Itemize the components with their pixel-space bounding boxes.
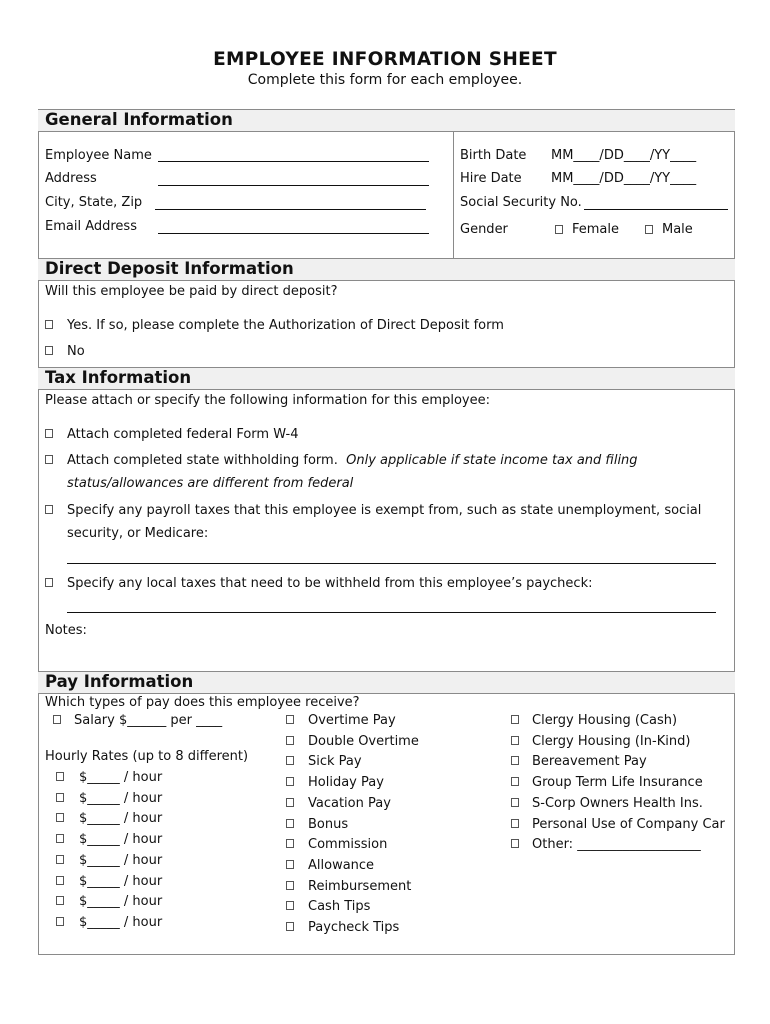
pay-allowance-label: Allowance <box>308 857 375 873</box>
pay-overtime-pay-checkbox[interactable] <box>286 715 294 724</box>
pay-double-overtime-checkbox[interactable] <box>286 736 294 745</box>
pay-sick-pay-checkbox[interactable] <box>286 756 294 765</box>
pay-other-checkbox[interactable] <box>511 839 519 848</box>
exempt-taxes-label: Specify any payroll taxes that this employee is exempt from, such as state unemployment, social <box>67 503 702 518</box>
hourly-rate-4-label: $_____ / hour <box>79 832 163 848</box>
pay-cash-tips-checkbox[interactable] <box>286 901 294 910</box>
tax-intro: Please attach or specify the following information for this employee: <box>45 393 490 408</box>
hourly-rate-1-label: $_____ / hour <box>79 770 163 785</box>
hourly-rate-7-label: $_____ / hour <box>79 894 163 910</box>
deposit-yes-checkbox[interactable] <box>45 320 53 329</box>
hourly-rates-title: Hourly Rates (up to 8 different) <box>45 749 249 764</box>
salary-checkbox[interactable] <box>53 715 61 724</box>
w4-checkbox[interactable] <box>45 429 53 438</box>
hourly-rate-8-checkbox[interactable] <box>56 917 64 926</box>
pay-bonus-label: Bonus <box>308 816 349 832</box>
state-form-checkbox[interactable] <box>45 455 53 464</box>
email-field[interactable] <box>158 233 429 234</box>
pay-reimbursement-checkbox[interactable] <box>286 881 294 890</box>
pay-vacation-pay-label: Vacation Pay <box>308 795 391 811</box>
hire-date-field[interactable]: MM____/DD____/YY____ <box>551 171 697 186</box>
pay-clergy-housing-cash--checkbox[interactable] <box>511 715 519 724</box>
state-form-label: Attach completed state withholding form. Only applicable if state income tax and filing <box>67 453 638 468</box>
ssn-label: Social Security No. <box>460 195 582 210</box>
address-label: Address <box>45 171 97 186</box>
pay-bonus-checkbox[interactable] <box>286 819 294 828</box>
pay-heading: Pay Information <box>45 672 194 691</box>
local-taxes-checkbox[interactable] <box>45 578 53 587</box>
pay-commission-checkbox[interactable] <box>286 839 294 848</box>
pay-reimbursement-label: Reimbursement <box>308 878 412 894</box>
deposit-no-checkbox[interactable] <box>45 346 53 355</box>
exempt-taxes-label-cont: security, or Medicare: <box>67 526 209 541</box>
pay-other-label: Other: ___________________ <box>532 837 701 853</box>
pay-s-corp-owners-health-ins--checkbox[interactable] <box>511 798 519 807</box>
tax-section-header <box>38 367 735 390</box>
pay-section-header <box>38 671 735 694</box>
state-form-note: Only applicable if state income tax and filing <box>346 453 638 468</box>
employee-name-label: Employee Name <box>45 148 152 163</box>
deposit-yes-label: Yes. If so, please complete the Authorization of Direct Deposit form <box>67 318 504 333</box>
ssn-field[interactable] <box>584 209 728 210</box>
pay-clergy-housing-in-kind--label: Clergy Housing (In-Kind) <box>532 733 691 749</box>
male-checkbox[interactable] <box>645 225 653 234</box>
local-taxes-label: Specify any local taxes that need to be withheld from this employee’s paycheck: <box>67 576 593 591</box>
state-form-note-cont: status/allowances are different from federal <box>67 476 354 491</box>
hourly-rate-2-label: $_____ / hour <box>79 790 163 806</box>
deposit-heading: Direct Deposit Information <box>45 259 294 278</box>
hourly-rate-2-checkbox[interactable] <box>56 793 64 802</box>
pay-holiday-pay-checkbox[interactable] <box>286 777 294 786</box>
exempt-taxes-checkbox[interactable] <box>45 505 53 514</box>
hourly-rate-1-checkbox[interactable] <box>56 772 64 781</box>
pay-bereavement-pay-label: Bereavement Pay <box>532 754 647 770</box>
pay-vacation-pay-checkbox[interactable] <box>286 798 294 807</box>
hourly-rate-5-label: $_____ / hour <box>79 852 163 868</box>
pay-personal-use-of-company-car-checkbox[interactable] <box>511 819 519 828</box>
exempt-taxes-field[interactable] <box>67 563 716 564</box>
pay-question: Which types of pay does this employee receive? <box>45 695 360 710</box>
hourly-rate-4-checkbox[interactable] <box>56 834 64 843</box>
general-heading: General Information <box>45 110 233 129</box>
pay-overtime-pay-label: Overtime Pay <box>308 713 396 728</box>
male-label: Male <box>662 222 693 237</box>
hourly-rate-5-checkbox[interactable] <box>56 855 64 864</box>
hourly-rate-8-label: $_____ / hour <box>79 914 163 930</box>
pay-double-overtime-label: Double Overtime <box>308 733 419 749</box>
deposit-question: Will this employee be paid by direct deposit? <box>45 284 338 299</box>
pay-group-term-life-insurance-label: Group Term Life Insurance <box>532 775 703 791</box>
tax-heading: Tax Information <box>45 368 192 387</box>
hourly-rate-6-label: $_____ / hour <box>79 873 163 889</box>
female-checkbox[interactable] <box>555 225 563 234</box>
email-label: Email Address <box>45 219 137 234</box>
pay-allowance-checkbox[interactable] <box>286 860 294 869</box>
hourly-rate-6-checkbox[interactable] <box>56 876 64 885</box>
employee-name-field[interactable] <box>158 161 429 162</box>
form-title: EMPLOYEE INFORMATION SHEET <box>213 49 557 70</box>
address-field[interactable] <box>158 185 429 186</box>
w4-label: Attach completed federal Form W-4 <box>67 427 299 442</box>
pay-bereavement-pay-checkbox[interactable] <box>511 756 519 765</box>
hourly-rate-3-label: $_____ / hour <box>79 811 163 827</box>
pay-group-term-life-insurance-checkbox[interactable] <box>511 777 519 786</box>
birth-date-label: Birth Date <box>460 148 527 163</box>
pay-clergy-housing-in-kind--checkbox[interactable] <box>511 736 519 745</box>
local-taxes-field[interactable] <box>67 612 716 613</box>
pay-paycheck-tips-label: Paycheck Tips <box>308 920 400 935</box>
hire-date-label: Hire Date <box>460 171 522 186</box>
pay-s-corp-owners-health-ins--label: S-Corp Owners Health Ins. <box>532 795 703 811</box>
general-section-header <box>38 109 735 132</box>
pay-sick-pay-label: Sick Pay <box>308 754 362 770</box>
pay-personal-use-of-company-car-label: Personal Use of Company Car <box>532 816 725 832</box>
salary-label: Salary $______ per ____ <box>74 713 223 728</box>
notes-label: Notes: <box>45 623 87 638</box>
deposit-no-label: No <box>67 344 85 359</box>
city-state-zip-field[interactable] <box>155 209 426 210</box>
pay-holiday-pay-label: Holiday Pay <box>308 775 384 791</box>
general-column-divider <box>453 132 454 258</box>
pay-paycheck-tips-checkbox[interactable] <box>286 922 294 931</box>
city-state-zip-label: City, State, Zip <box>45 195 143 210</box>
form-subtitle: Complete this form for each employee. <box>247 72 523 88</box>
pay-commission-label: Commission <box>308 837 388 853</box>
hourly-rate-7-checkbox[interactable] <box>56 896 64 905</box>
birth-date-field[interactable]: MM____/DD____/YY____ <box>551 148 697 163</box>
female-label: Female <box>572 222 620 237</box>
pay-clergy-housing-cash--label: Clergy Housing (Cash) <box>532 713 678 728</box>
hourly-rate-3-checkbox[interactable] <box>56 813 64 822</box>
deposit-section-header <box>38 258 735 281</box>
pay-cash-tips-label: Cash Tips <box>308 899 371 915</box>
gender-label: Gender <box>460 222 508 237</box>
